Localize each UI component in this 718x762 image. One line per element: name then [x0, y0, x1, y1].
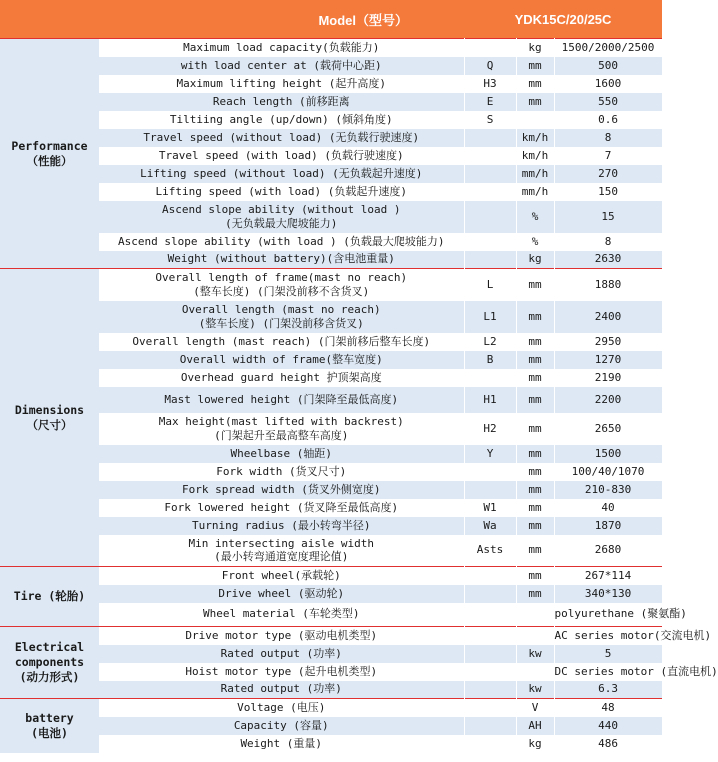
value-cell: 5 [554, 645, 662, 663]
unit-cell: AH [516, 717, 554, 735]
value-cell: 270 [554, 165, 662, 183]
value-cell: 486 [554, 735, 662, 753]
param-cell [99, 39, 464, 57]
symbol-cell: L1 [464, 301, 516, 333]
unit-cell: mm [516, 585, 554, 603]
table-row [0, 627, 662, 645]
unit-cell: mm [516, 301, 554, 333]
param-cell [99, 627, 464, 645]
value-cell: 1500 [554, 445, 662, 463]
table-row [0, 535, 662, 567]
param-text: Rated output (功率) [220, 682, 342, 696]
unit-cell: mm [516, 517, 554, 535]
param-text: Voltage (电压) [237, 700, 326, 714]
symbol-cell [464, 717, 516, 735]
param-cell [99, 301, 464, 333]
header-model-label: Model（型号） [0, 0, 464, 39]
value-cell: 1270 [554, 351, 662, 369]
value-cell: polyurethane (聚氨酯) [554, 603, 662, 627]
param-cell [99, 663, 464, 681]
unit-cell: mm [516, 93, 554, 111]
param-text: (整车长度) (门架没前移含货叉) [198, 316, 364, 330]
value-cell: 150 [554, 183, 662, 201]
symbol-cell [464, 663, 516, 681]
section-label-line: Performance [11, 138, 88, 153]
param-text: Overhead guard height 护顶架高度 [180, 370, 382, 384]
section-label-line: battery [25, 710, 74, 725]
value-cell: 440 [554, 717, 662, 735]
value-cell: 2200 [554, 387, 662, 413]
symbol-cell: S [464, 111, 516, 129]
symbol-cell [464, 147, 516, 165]
unit-cell: V [516, 699, 554, 717]
unit-cell: mm [516, 369, 554, 387]
param-text: Ascend slope ability (with load ) (负载最大爬坡能力) [118, 234, 445, 248]
param-cell [99, 603, 464, 627]
symbol-cell [464, 369, 516, 387]
section-label-line: Dimensions [14, 402, 85, 417]
param-text: Lifting speed (with load) (负载起升速度) [155, 184, 407, 198]
section-label-line: Tire (轮胎) [13, 589, 86, 604]
param-cell [99, 699, 464, 717]
symbol-cell [464, 165, 516, 183]
unit-cell [516, 627, 554, 645]
value-cell: 500 [554, 57, 662, 75]
unit-cell: % [516, 201, 554, 233]
table-row [0, 351, 662, 369]
value-cell: 267*114 [554, 567, 662, 585]
symbol-cell [464, 233, 516, 251]
table-header-row [0, 0, 662, 39]
symbol-cell [464, 645, 516, 663]
param-cell [99, 463, 464, 481]
symbol-cell [464, 183, 516, 201]
value-cell: DC series motor (直流电机) [554, 663, 662, 681]
table-row [0, 663, 662, 681]
unit-cell: km/h [516, 147, 554, 165]
value-cell: 48 [554, 699, 662, 717]
table-row [0, 165, 662, 183]
param-cell [99, 93, 464, 111]
table-row [0, 233, 662, 251]
param-text: Fork width (货叉尺寸) [216, 464, 347, 478]
param-cell [99, 129, 464, 147]
table-row [0, 699, 662, 717]
section-label [0, 699, 99, 753]
table-row [0, 445, 662, 463]
symbol-cell [464, 585, 516, 603]
value-cell: 340*130 [554, 585, 662, 603]
param-text: Wheelbase (轴距) [230, 446, 332, 460]
param-cell [99, 201, 464, 233]
param-text: Rated output (功率) [220, 646, 342, 660]
unit-cell: mm/h [516, 165, 554, 183]
param-cell [99, 183, 464, 201]
param-text: Travel speed (without load) (无负载行驶速度) [143, 130, 420, 144]
param-text: Drive motor type (驱动电机类型) [185, 628, 378, 642]
param-text: Min intersecting aisle width [188, 536, 374, 550]
symbol-cell [464, 129, 516, 147]
param-text: Overall length (mast reach) (门架前移后整车长度) [132, 334, 431, 348]
param-cell [99, 147, 464, 165]
table-row [0, 463, 662, 481]
param-text: Maximum load capacity(负载能力) [183, 40, 380, 54]
section-label-line: (动力形式) [19, 669, 80, 684]
unit-cell [516, 663, 554, 681]
value-cell: 210-830 [554, 481, 662, 499]
unit-cell: mm [516, 413, 554, 445]
value-cell: 2630 [554, 251, 662, 269]
param-text: Overall length (mast no reach) [181, 302, 381, 316]
unit-cell [516, 111, 554, 129]
symbol-cell [464, 603, 516, 627]
param-text: (最小转弯通道宽度理论值) [214, 550, 349, 564]
value-cell: 550 [554, 93, 662, 111]
symbol-cell: Asts [464, 535, 516, 567]
value-cell: 15 [554, 201, 662, 233]
param-text: (整车长度) (门架没前移不含货叉) [193, 284, 370, 298]
symbol-cell: H1 [464, 387, 516, 413]
param-text: Fork spread width (货叉外侧宽度) [182, 482, 381, 496]
value-cell: AC series motor(交流电机) [554, 627, 662, 645]
param-text: Turning radius (最小转弯半径) [191, 518, 371, 532]
param-text: Weight (重量) [240, 736, 323, 750]
section-label [0, 269, 99, 567]
table-row [0, 481, 662, 499]
value-cell: 2650 [554, 413, 662, 445]
value-cell: 1880 [554, 269, 662, 301]
table-row [0, 333, 662, 351]
param-text: (门架起升至最高整车高度) [214, 428, 349, 442]
symbol-cell [464, 201, 516, 233]
param-text: Weight (without battery)(含电池重量) [167, 252, 395, 266]
unit-cell: % [516, 233, 554, 251]
value-cell: 0.6 [554, 111, 662, 129]
unit-cell: kg [516, 39, 554, 57]
param-cell [99, 517, 464, 535]
param-text: Hoist motor type (起升电机类型) [185, 664, 378, 678]
param-cell [99, 233, 464, 251]
table-row [0, 57, 662, 75]
unit-cell [516, 603, 554, 627]
value-cell: 7 [554, 147, 662, 165]
param-cell [99, 333, 464, 351]
table-row [0, 681, 662, 699]
symbol-cell: H2 [464, 413, 516, 445]
param-text: Max height(mast lifted with backrest) [158, 414, 404, 428]
param-cell [99, 567, 464, 585]
param-text: Front wheel(承载轮) [221, 568, 341, 582]
spec-body [0, 39, 718, 753]
table-row [0, 39, 662, 57]
table-row [0, 387, 662, 413]
table-row [0, 147, 662, 165]
unit-cell: kw [516, 681, 554, 699]
value-cell: 100/40/1070 [554, 463, 662, 481]
unit-cell: mm [516, 445, 554, 463]
unit-cell: kg [516, 251, 554, 269]
param-cell [99, 57, 464, 75]
value-cell: 1870 [554, 517, 662, 535]
unit-cell: mm [516, 481, 554, 499]
symbol-cell [464, 481, 516, 499]
unit-cell: kg [516, 735, 554, 753]
table-row [0, 645, 662, 663]
param-text: Tiltiing angle (up/down) (倾斜角度) [169, 112, 393, 126]
unit-cell: km/h [516, 129, 554, 147]
table-row [0, 603, 662, 627]
value-cell: 2680 [554, 535, 662, 567]
param-cell [99, 165, 464, 183]
table-row [0, 369, 662, 387]
param-text: Reach length (前移距离 [212, 94, 350, 108]
param-text: Maximum lifting height (起升高度) [176, 76, 387, 90]
param-text: Drive wheel (驱动轮) [218, 586, 345, 600]
table-row [0, 517, 662, 535]
param-cell [99, 645, 464, 663]
param-cell [99, 585, 464, 603]
unit-cell: mm [516, 567, 554, 585]
table-row [0, 75, 662, 93]
value-cell: 2190 [554, 369, 662, 387]
table-row [0, 413, 662, 445]
table-row [0, 201, 662, 233]
unit-cell: mm [516, 269, 554, 301]
symbol-cell [464, 463, 516, 481]
param-cell [99, 369, 464, 387]
header-model-value: YDK15C/20/25C [464, 0, 662, 39]
table-row [0, 111, 662, 129]
param-cell [99, 269, 464, 301]
table-row [0, 717, 662, 735]
section-label-line: （性能） [26, 153, 73, 168]
value-cell: 6.3 [554, 681, 662, 699]
param-cell [99, 387, 464, 413]
table-row [0, 183, 662, 201]
param-text: Overall width of frame(整车宽度) [179, 352, 383, 366]
symbol-cell [464, 627, 516, 645]
section-label [0, 567, 99, 627]
symbol-cell [464, 567, 516, 585]
param-text: Lifting speed (without load) (无负载起升速度) [140, 166, 423, 180]
param-cell [99, 351, 464, 369]
param-text: Overall length of frame(mast no reach) [155, 271, 408, 284]
unit-cell: mm [516, 351, 554, 369]
symbol-cell [464, 699, 516, 717]
value-cell: 1500/2000/2500 [554, 39, 662, 57]
param-text: Travel speed (with load) (负载行驶速度) [158, 148, 404, 162]
symbol-cell: B [464, 351, 516, 369]
unit-cell: mm [516, 75, 554, 93]
param-text: (无负载最大爬坡能力) [225, 216, 338, 230]
symbol-cell [464, 39, 516, 57]
section-label-line: （尺寸） [26, 417, 73, 432]
table-row [0, 567, 662, 585]
section-label-line: (电池) [31, 725, 68, 740]
unit-cell: kw [516, 645, 554, 663]
table-row [0, 269, 662, 301]
value-cell: 8 [554, 233, 662, 251]
unit-cell: mm [516, 463, 554, 481]
param-cell [99, 535, 464, 567]
table-row [0, 93, 662, 111]
param-text: Capacity (容量) [233, 718, 329, 732]
table-row [0, 499, 662, 517]
unit-cell: mm [516, 333, 554, 351]
param-cell [99, 413, 464, 445]
symbol-cell [464, 251, 516, 269]
symbol-cell: E [464, 93, 516, 111]
symbol-cell [464, 735, 516, 753]
unit-cell: mm [516, 57, 554, 75]
table-row [0, 129, 662, 147]
section-label [0, 39, 99, 269]
param-cell [99, 717, 464, 735]
symbol-cell: W1 [464, 499, 516, 517]
param-cell [99, 251, 464, 269]
section-label-line: Electrical [14, 640, 85, 655]
table-row [0, 585, 662, 603]
table-row [0, 735, 662, 753]
param-cell [99, 75, 464, 93]
value-cell: 2400 [554, 301, 662, 333]
symbol-cell: Wa [464, 517, 516, 535]
symbol-cell: L [464, 269, 516, 301]
param-cell [99, 445, 464, 463]
unit-cell: mm [516, 499, 554, 517]
symbol-cell [464, 681, 516, 699]
section-label [0, 627, 99, 699]
value-cell: 1600 [554, 75, 662, 93]
param-cell [99, 481, 464, 499]
value-cell: 2950 [554, 333, 662, 351]
symbol-cell: Y [464, 445, 516, 463]
value-cell: 40 [554, 499, 662, 517]
param-cell [99, 735, 464, 753]
param-text: Fork lowered height (货叉降至最低高度) [164, 500, 399, 514]
param-cell [99, 111, 464, 129]
symbol-cell: L2 [464, 333, 516, 351]
table-row [0, 251, 662, 269]
unit-cell: mm/h [516, 183, 554, 201]
table-row [0, 301, 662, 333]
symbol-cell: H3 [464, 75, 516, 93]
param-text: with load center at (载荷中心距) [180, 58, 382, 72]
section-label-line: components [14, 655, 85, 670]
param-cell [99, 681, 464, 699]
param-text: Ascend slope ability (without load ) [162, 202, 401, 216]
param-text: Wheel material (车轮类型) [202, 607, 360, 621]
symbol-cell: Q [464, 57, 516, 75]
param-text: Mast lowered height (门架降至最低高度) [164, 392, 399, 406]
param-cell [99, 499, 464, 517]
value-cell: 8 [554, 129, 662, 147]
unit-cell: mm [516, 535, 554, 567]
unit-cell: mm [516, 387, 554, 413]
